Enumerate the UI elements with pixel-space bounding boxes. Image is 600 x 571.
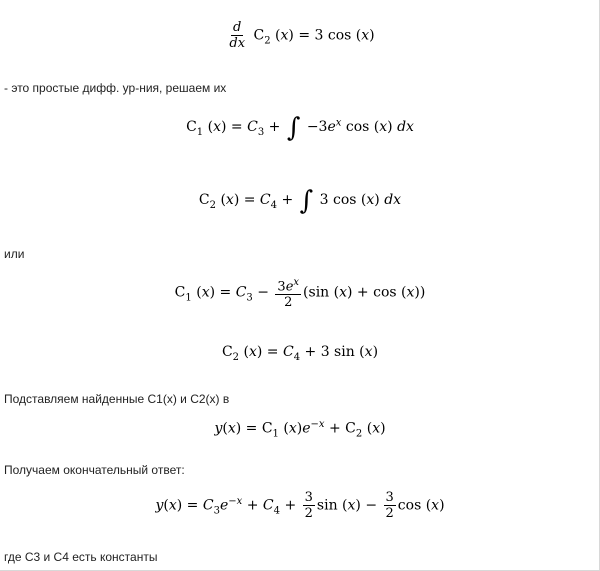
text-substitute: Подставляем найденные C1(x) и C2(x) в — [4, 392, 230, 406]
equation-c2-integral: $C_2$ $(x) = C_4$ + ∫ 3 cos (x) dx — [198, 186, 402, 216]
equation-derivative-c2: $\frac{d}{dx}$ $C_2$ (x) = 3 cos (x) — [229, 20, 375, 51]
equation-y-general: $y(x) = C_1$ $(x)e^{-x} + C_2$ (x) — [214, 419, 386, 440]
text-constants: где C3 и C4 есть константы — [4, 550, 158, 564]
text-or: или — [4, 247, 25, 261]
equation-c1-solution: $C_1$ $(x) = C_3$ − $\frac{3e^x}{2}$ (sin (x) + cos (x)) — [174, 277, 426, 311]
equation-y-final: $y(x) = C_3e^{-x} + C_4$ + $\frac{3}{2}$ sin (x) − $\frac{3}{2}$ cos (x) — [155, 490, 445, 521]
text-final-answer: Получаем окончательный ответ: — [4, 463, 185, 477]
equation-c2-solution: $C_2$ $(x) = C_4 + 3$ sin (x) — [221, 344, 379, 363]
equation-c1-integral: $C_1$ $(x) = C_3$ + ∫ $-3e^x$ cos (x) dx — [186, 113, 414, 143]
text-simple-diff-eq: - это простые дифф. ур-ния, решаем их — [4, 81, 227, 95]
